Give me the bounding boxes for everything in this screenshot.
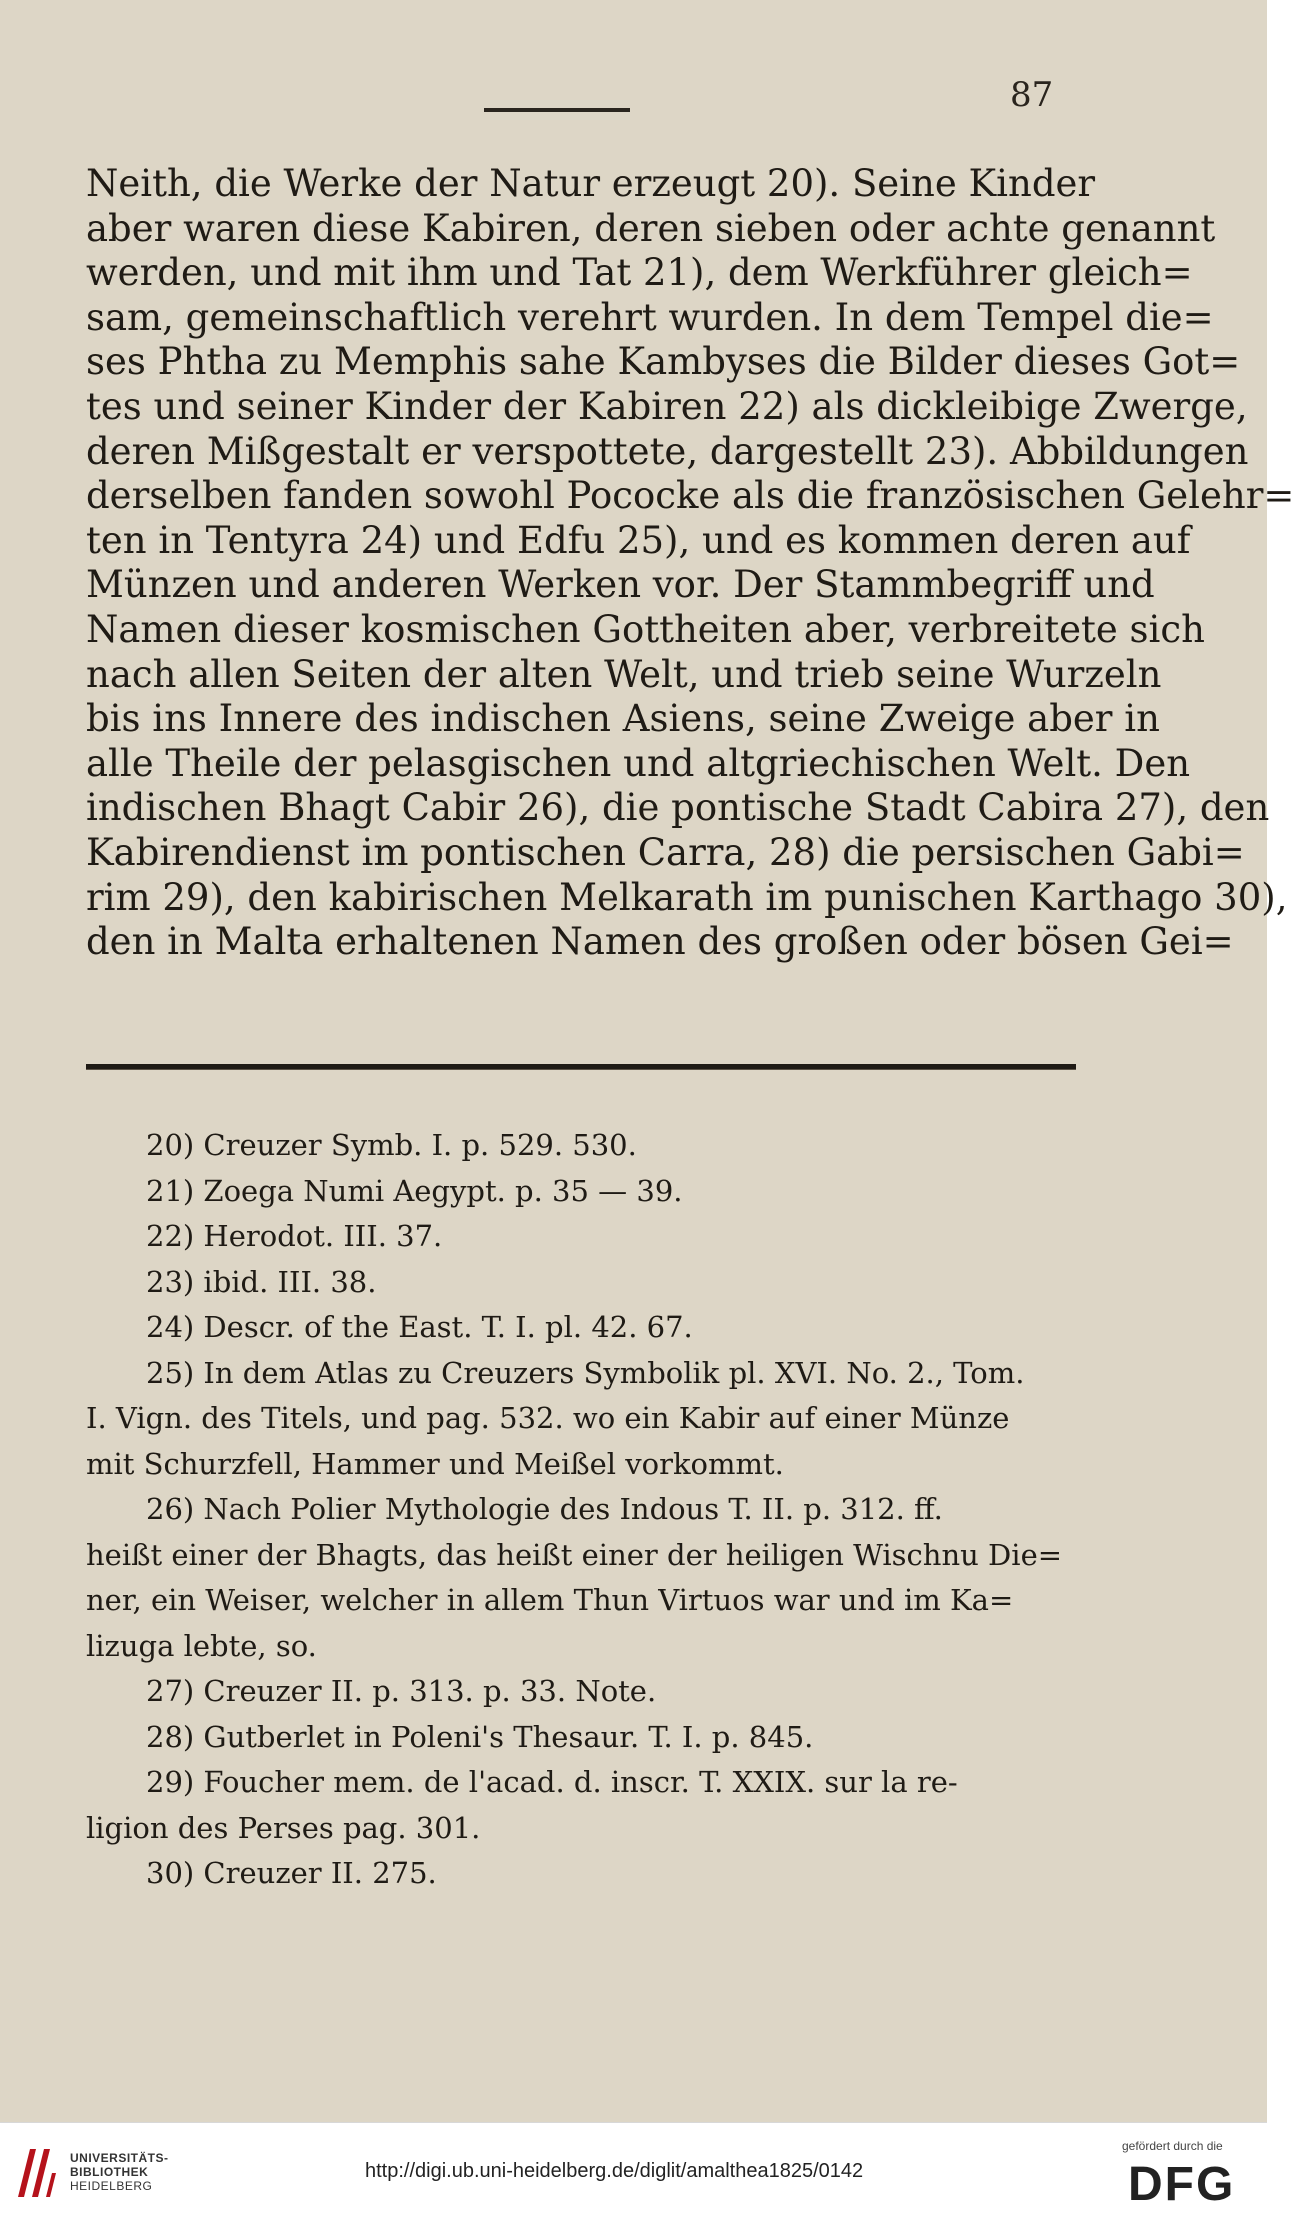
body-line: alle Theile der pelasgischen und altgriechischen Welt. Den: [86, 741, 1191, 785]
body-line: Kabirendienst im pontischen Carra, 28) die persischen Gabi=: [86, 830, 1245, 874]
viewer-footer: [0, 2122, 1267, 2223]
footnote-separator: [86, 1064, 1076, 1070]
body-line: sam, gemeinschaftlich verehrt wurden. In dem Tempel die=: [86, 295, 1214, 339]
footnote-line: 30) Creuzer II. 275.: [146, 1856, 437, 1890]
footnote-line: ner, ein Weiser, welcher in allem Thun Virtuos war und im Ka=: [86, 1583, 1014, 1617]
footnote-line: mit Schurzfell, Hammer und Meißel vorkommt.: [86, 1446, 784, 1481]
library-name: [70, 2151, 169, 2193]
body-line: den in Malta erhaltenen Namen des großen oder bösen Gei=: [86, 920, 1234, 964]
body-text: [86, 162, 1294, 965]
body-line: indischen Bhagt Cabir 26), die pontische Stadt Cabira 27), den: [86, 786, 1270, 830]
body-line: nach allen Seiten der alten Welt, und trieb seine Wurzeln: [86, 652, 1162, 696]
footnotes: [86, 1123, 1086, 1897]
body-line: ses Phtha zu Memphis sahe Kambyses die Bilder dieses Got=: [86, 340, 1241, 384]
body-line: ten in Tentyra 24) und Edfu 25), und es kommen deren auf: [86, 518, 1191, 562]
footnote-line: lizuga lebte, so.: [86, 1628, 317, 1663]
body-line: aber waren diese Kabiren, deren sieben oder achte genannt: [86, 206, 1216, 250]
library-name-line: BIBLIOTHEK: [70, 2165, 149, 2179]
permalink-url[interactable]: http://digi.ub.uni-heidelberg.de/diglit/amalthea1825/0142: [365, 2160, 864, 2182]
body-line: derselben fanden sowohl Pococke als die französischen Gelehr=: [86, 474, 1294, 518]
footnote-line: ligion des Perses pag. 301.: [86, 1810, 481, 1845]
header-rule: [484, 108, 630, 112]
page-number: 87: [1010, 75, 1054, 115]
footnote-line: 21) Zoega Numi Aegypt. p. 35 — 39.: [146, 1173, 683, 1208]
library-name-line: HEIDELBERG: [70, 2179, 153, 2193]
library-name-line: UNIVERSITÄTS-: [70, 2151, 169, 2165]
footnote-line: 25) In dem Atlas zu Creuzers Symbolik pl. XVI. No. 2., Tom.: [146, 1355, 1025, 1390]
footnote-line: 28) Gutberlet in Poleni's Thesaur. T. I. p. 845.: [146, 1719, 814, 1754]
footnote-line: 26) Nach Polier Mythologie des Indous T. II. p. 312. ff.: [146, 1492, 943, 1526]
body-line: tes und seiner Kinder der Kabiren 22) als dickleibige Zwerge,: [86, 384, 1248, 428]
dfg-logo: DFG: [1128, 2158, 1236, 2211]
university-library-logo-icon: [14, 2143, 58, 2201]
footnote-line: heißt einer der Bhagts, das heißt einer der heiligen Wischnu Die=: [86, 1537, 1063, 1572]
funding-caption: gefördert durch die: [1122, 2139, 1223, 2153]
footnote-line: 20) Creuzer Symb. I. p. 529. 530.: [146, 1128, 637, 1162]
footnote-line: 27) Creuzer II. p. 313. p. 33. Note.: [146, 1674, 657, 1708]
footnote-line: 24) Descr. of the East. T. I. pl. 42. 67.: [146, 1310, 693, 1344]
body-line: werden, und mit ihm und Tat 21), dem Werkführer gleich=: [86, 251, 1193, 295]
footnote-line: 23) ibid. III. 38.: [146, 1264, 377, 1299]
body-line: Namen dieser kosmischen Gottheiten aber, verbreitete sich: [86, 607, 1205, 651]
footnote-line: 22) Herodot. III. 37.: [146, 1219, 443, 1253]
body-line: rim 29), den kabirischen Melkarath im punischen Karthago 30),: [86, 875, 1288, 919]
body-line: Münzen und anderen Werken vor. Der Stammbegriff und: [86, 563, 1155, 607]
body-line: bis ins Innere des indischen Asiens, seine Zweige aber in: [86, 697, 1160, 741]
body-line: Neith, die Werke der Natur erzeugt 20). Seine Kinder: [86, 162, 1096, 205]
body-line: deren Mißgestalt er verspottete, dargestellt 23). Abbildungen: [86, 429, 1249, 473]
footnote-line: I. Vign. des Titels, und pag. 532. wo ein Kabir auf einer Münze: [86, 1401, 1010, 1435]
footnote-line: 29) Foucher mem. de l'acad. d. inscr. T. XXIX. sur la re-: [146, 1765, 958, 1799]
